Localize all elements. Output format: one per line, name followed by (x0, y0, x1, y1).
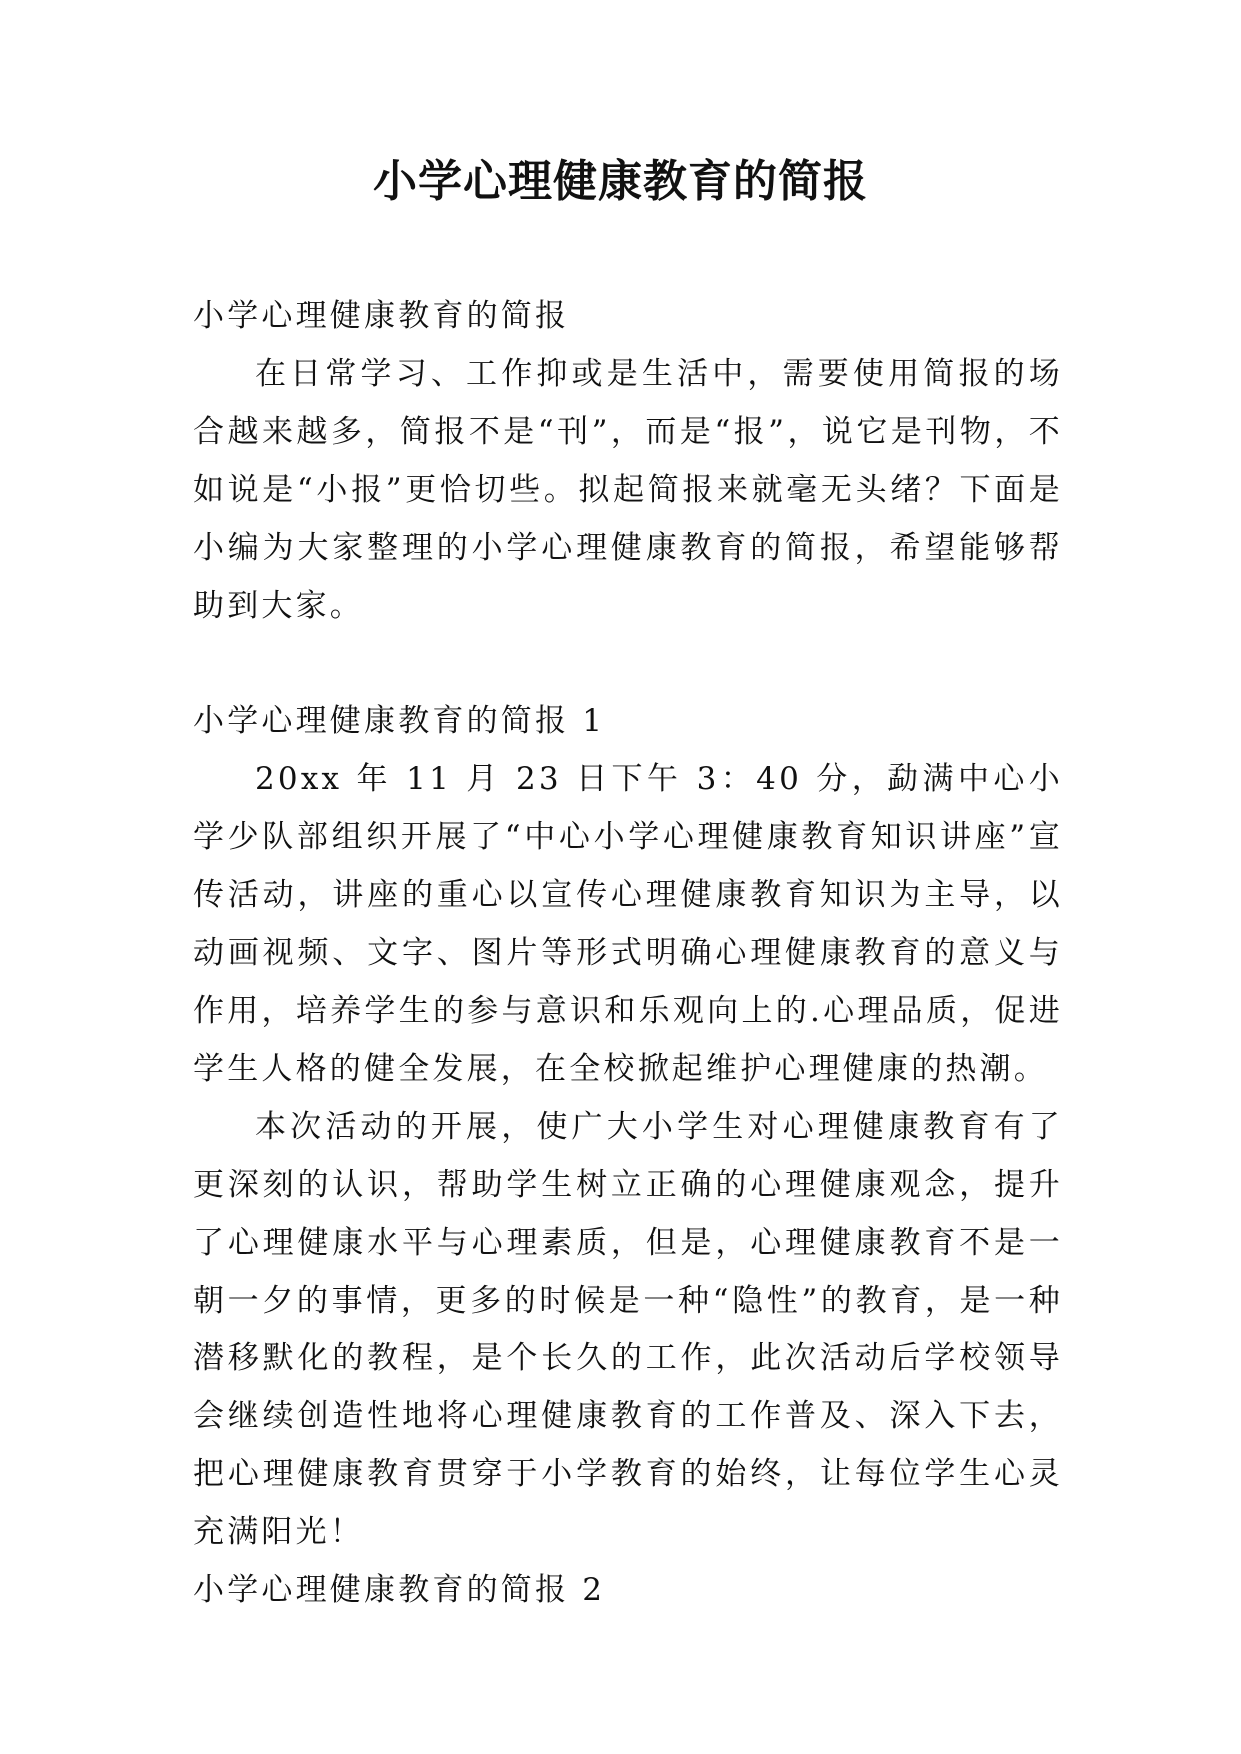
section1-paragraph-1: 20xx 年 11 月 23 日下午 3：40 分，勐满中心小学少队部组织开展了“中心小学心理健康教育知识讲座”宣传活动，讲座的重心以宣传心理健康教育知识为主导，以动画视频、文字、图片等形式明确心理健康教育的意义与作用，培养学生的参与意识和乐观向上的.心理品质，促进学生人格的健全发展，在全校掀起维护心理健康的热潮。 (193, 761, 1063, 1087)
intro-paragraph: 在日常学习、工作抑或是生活中，需要使用简报的场合越来越多，简报不是“刊”，而是“报”，说它是刊物，不如说是“小报”更恰切些。拟起简报来就毫无头绪？下面是小编为大家整理的小学心理健康教育的简报，希望能够帮助到大家。 (193, 355, 1063, 624)
section1-heading: 小学心理健康教育的简报 1 (193, 703, 606, 740)
intro-heading: 小学心理健康教育的简报 (193, 298, 570, 334)
document-title: 小学心理健康教育的简报 (373, 156, 868, 207)
section1-paragraph-2: 本次活动的开展，使广大小学生对心理健康教育有了更深刻的认识，帮助学生树立正确的心理健康观念，提升了心理健康水平与心理素质，但是，心理健康教育不是一朝一夕的事情，更多的时候是一种“隐性”的教育，是一种潜移默化的教程，是个长久的工作，此次活动后学校领导会继续创造性地将心理健康教育的工作普及、深入下去，把心理健康教育贯穿于小学教育的始终，让每位学生心灵充满阳光！ (193, 1108, 1063, 1551)
section2-heading: 小学心理健康教育的简报 2 (193, 1572, 606, 1609)
section-spacer (193, 635, 1063, 693)
document-body (193, 288, 1063, 1620)
